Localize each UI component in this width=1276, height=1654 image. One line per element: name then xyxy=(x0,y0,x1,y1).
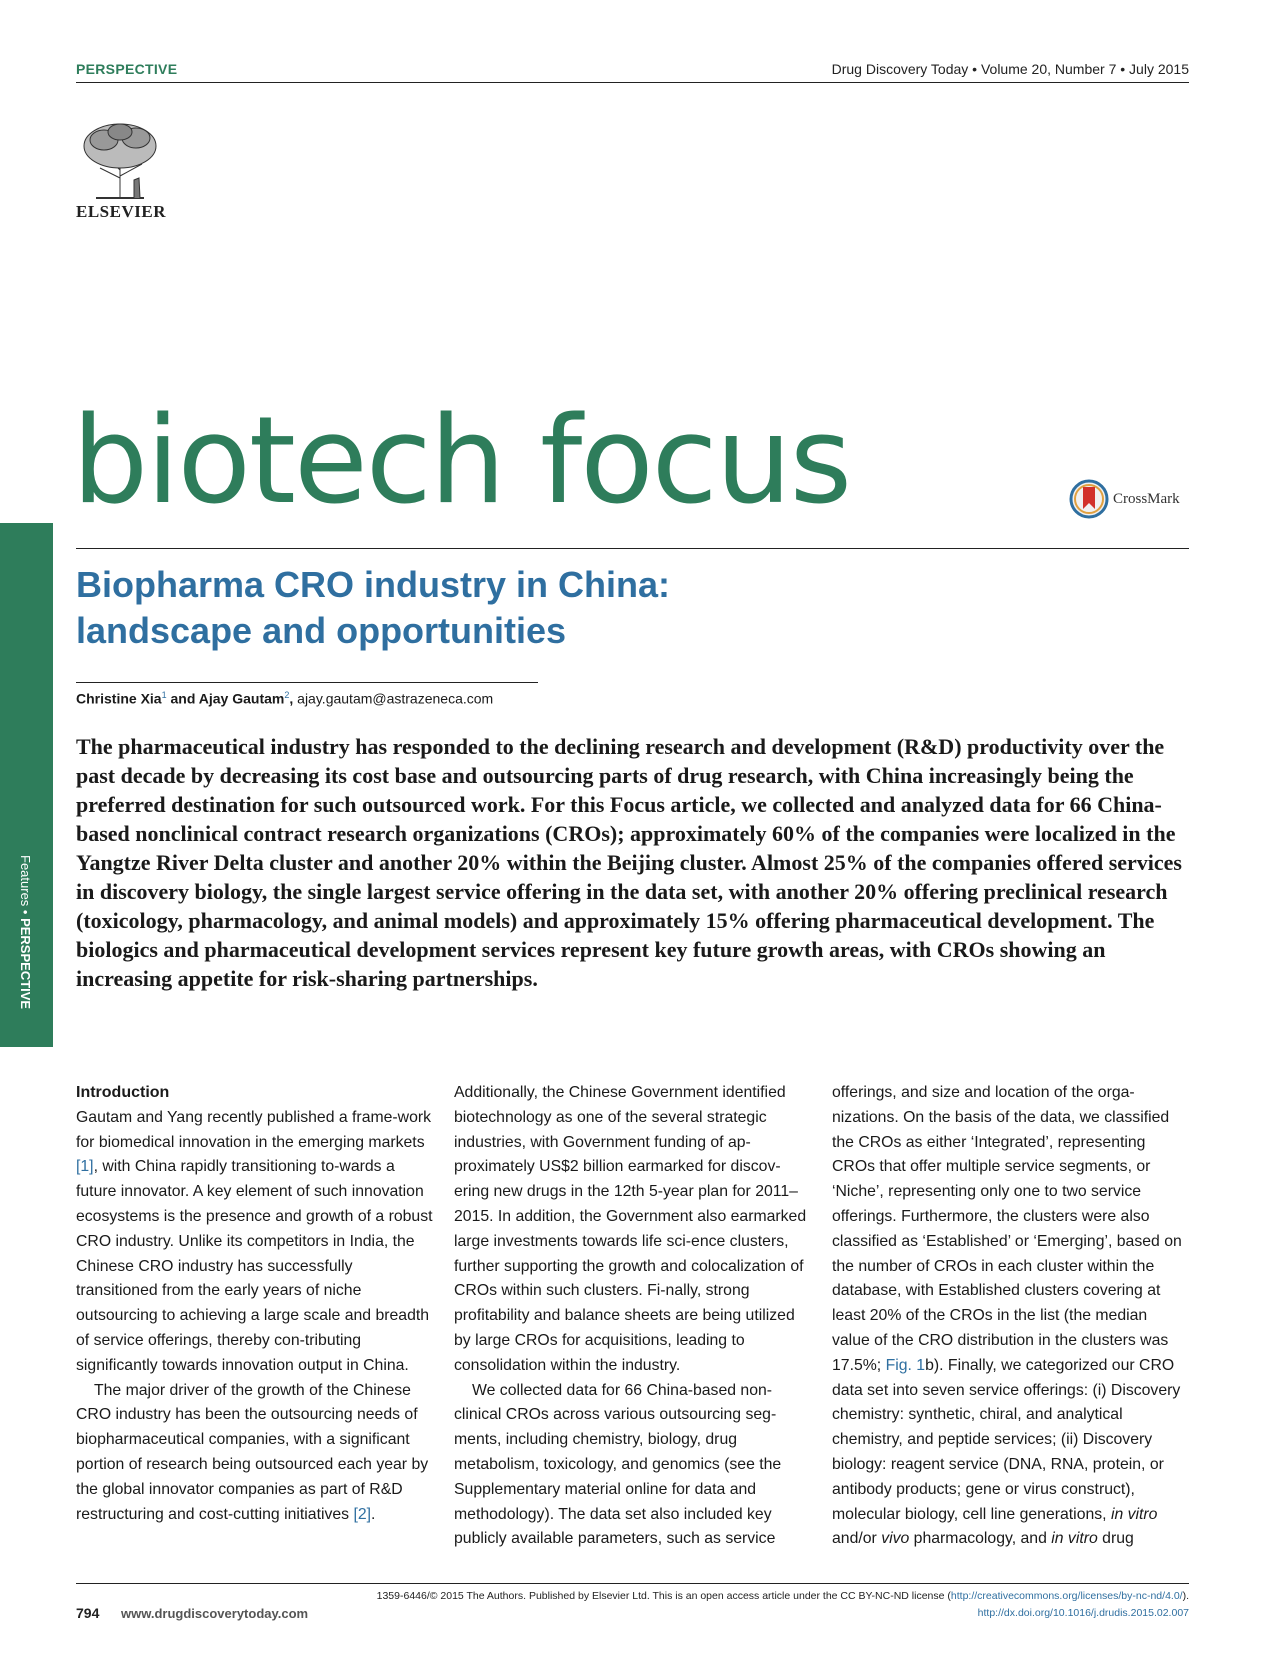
italic-text: vivo xyxy=(881,1530,910,1548)
side-tab-prefix: Features • xyxy=(18,855,33,919)
license-text: ). xyxy=(1182,1590,1189,1602)
paragraph-text: b). Finally, we categorized our CRO data set into seven service offerings: (i) Discovery chemistry: synthetic, chiral, and analytical chemistry, and peptide services; (ii) Discovery biology: reagent service (DNA, RNA, protein, or antibody products; gene or virus construct), molecular biology, cell line generations, xyxy=(832,1356,1181,1523)
header-divider xyxy=(76,82,1189,83)
body-column-1 xyxy=(76,1081,433,1527)
author-1: Christine Xia xyxy=(76,690,162,707)
author-and: and xyxy=(166,690,199,707)
author-2-affiliation: 2 xyxy=(284,690,290,700)
doi-link[interactable]: http://dx.doi.org/10.1016/j.drudis.2015.02.007 xyxy=(977,1607,1189,1619)
authors-divider xyxy=(76,682,538,683)
journal-website[interactable]: www.drugdiscoverytoday.com xyxy=(121,1606,309,1621)
crossmark-badge[interactable] xyxy=(1069,479,1180,519)
side-tab-label xyxy=(17,855,35,1045)
title-divider xyxy=(76,548,1189,549)
citation-link[interactable]: [1] xyxy=(76,1158,94,1176)
paragraph xyxy=(76,1379,433,1528)
section-title: biotech focus xyxy=(72,392,851,531)
elsevier-tree-icon xyxy=(76,120,164,200)
author-1-affiliation: 1 xyxy=(161,690,167,700)
body-column-2 xyxy=(454,1081,811,1552)
publisher-name: ELSEVIER xyxy=(76,202,166,221)
paragraph-text: , with China rapidly transitioning to-wards a future innovator. A key element of such innovation ecosystems is the presence and growth of a robust CRO industry. Unlike its competitors in India, the Chinese CRO industry has successfully transitioned from the early years of niche outsourcing to achieving a large scale and breadth of service offerings, thereby con-tributing significantly towards innovation output in China. xyxy=(76,1158,433,1374)
figure-link[interactable]: Fig. 1 xyxy=(885,1356,926,1374)
side-tab-section: PERSPECTIVE xyxy=(18,918,33,1010)
author-email[interactable]: ajay.gautam@astrazeneca.com xyxy=(297,690,494,707)
paragraph: Additionally, the Chinese Government identified biotechnology as one of the several strategic industries, with Government funding of ap-proximately US$2 billion earmarked for discov-ering new drugs in the 12th 5-year plan for 2011–2015. In addition, the Government also earmarked large investments towards life sci-ence clusters, further supporting the growth and colocalization of CROs within such clusters. Fi-nally, strong profitability and balance sheets are being utilized by large CROs for acquisitions, leading to consolidation within the industry. xyxy=(454,1084,807,1374)
paragraph-text: drug xyxy=(1097,1530,1134,1548)
abstract: The pharmaceutical industry has responded to the declining research and development (R&D) productivity over the past decade by decreasing its cost base and outsourcing parts of drug research, with China increasingly being the preferred destination for such outsourced work. For this Focus article, we collected and analyzed data for 66 China-based nonclinical contract research organizations (CROs); approximately 60% of the companies were localized in the Yangtze River Delta cluster and another 20% within the Beijing cluster. Almost 25% of the companies offered services in discovery biology, the single largest service offering in the data set, with another 20% offering preclinical research (toxicology, pharmacology, and animal models) and approximately 15% offering pharmaceutical development. The biologics and pharmaceutical development services represent key future growth areas, with CROs showing an increasing appetite for risk-sharing partnerships. xyxy=(76,734,1182,991)
author-line: Christine Xia$^1$ and Ajay Gautam$^2$, ajay.gautam@astrazeneca.com xyxy=(76,690,494,707)
author-2: Ajay Gautam xyxy=(198,690,285,707)
italic-text: in vitro xyxy=(1051,1530,1098,1548)
elsevier-logo xyxy=(76,120,166,222)
article-title-line1: Biopharma CRO industry in China: xyxy=(76,564,671,605)
section-label: PERSPECTIVE xyxy=(76,61,178,77)
license-text: 1359-6446/© 2015 The Authors. Published by Elsevier Ltd. This is an open access article under the CC BY-NC-ND license ( xyxy=(376,1590,951,1602)
citation-link[interactable]: [2] xyxy=(353,1505,372,1523)
footer-divider xyxy=(76,1583,1189,1584)
crossmark-label: CrossMark xyxy=(1113,490,1180,507)
body-column-3 xyxy=(832,1081,1189,1552)
journal-info: Drug Discovery Today • Volume 20, Number 7 • July 2015 xyxy=(831,61,1189,77)
article-title-line2: landscape and opportunities xyxy=(76,610,567,651)
license-notice xyxy=(377,1590,1189,1602)
paragraph: We collected data for 66 China-based non-clinical CROs across various outsourcing seg-ments, including chemistry, biology, drug metabolism, toxicology, and genomics (see the Supplementary material online for data and methodology). The data set also included key publicly available parameters, such as service xyxy=(454,1381,782,1548)
article-title xyxy=(76,562,976,654)
crossmark-icon xyxy=(1069,479,1109,519)
paragraph-text: and/or xyxy=(832,1530,882,1548)
page-number: 794 xyxy=(76,1605,100,1621)
paragraph-text: Gautam and Yang recently published a frame-work for biomedical innovation in the emerging markets xyxy=(76,1108,432,1151)
paragraph xyxy=(76,1106,433,1379)
intro-heading: Introduction xyxy=(76,1084,170,1101)
paragraph-text: . xyxy=(371,1505,376,1523)
paragraph-text: pharmacology, and xyxy=(909,1530,1052,1548)
license-link[interactable]: http://creativecommons.org/licenses/by-nc-nd/4.0/ xyxy=(950,1590,1183,1602)
paragraph-text: offerings, and size and location of the orga-nizations. On the basis of the data, we classified the CROs as either ‘Integrated’, representing CROs that offer multiple service segments, or ‘Niche’, representing only one to two service offerings. Furthermore, the clusters were also classified as ‘Established’ or ‘Emerging’, based on the number of CROs in each cluster within the database, with Established clusters covering at least 20% of the CROs in the list (the median value of the CRO distribution in the clusters was 17.5%; xyxy=(832,1084,1182,1374)
paragraph xyxy=(832,1081,1189,1552)
paragraph-text: The major driver of the growth of the Chinese CRO industry has been the outsourcing needs of biopharmaceutical companies, with a significant portion of research being outsourced each year by the global innovator companies as part of R&D restructuring and cost-cutting initiatives xyxy=(76,1381,429,1523)
italic-text: in vitro xyxy=(1110,1505,1158,1523)
